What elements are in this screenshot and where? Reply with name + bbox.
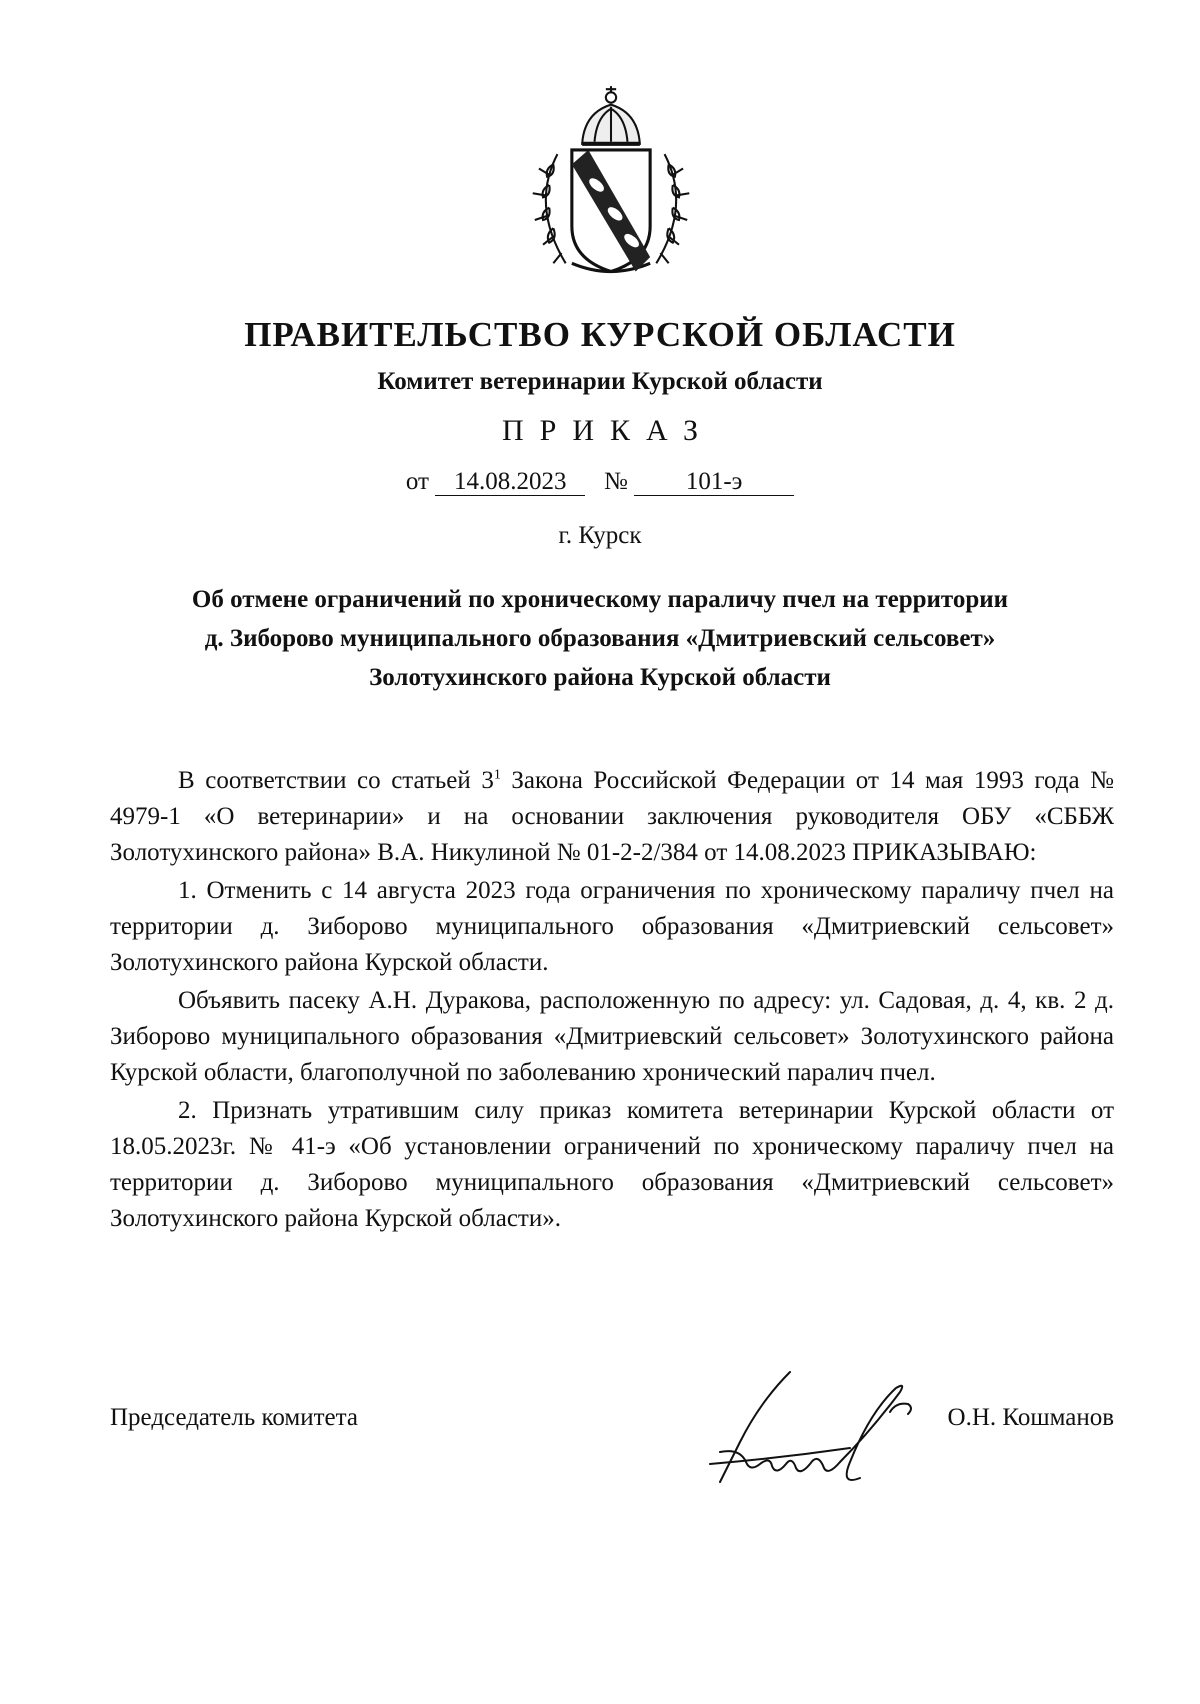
order-subject (120, 580, 1080, 697)
order-number: 101-э (634, 469, 794, 496)
order-body (110, 763, 1114, 1237)
government-title: ПРАВИТЕЛЬСТВО КУРСКОЙ ОБЛАСТИ (244, 315, 956, 354)
signatory-name: О.Н. Кошманов (947, 1404, 1114, 1431)
preamble-paragraph: В соответствии со статьей $3^1$ Закона Российской Федерации от 14 мая 1993 года № 4979-1 «О ветеринарии» и на основании заключения руководителя ОБУ «СББЖ Золотухинского района» В.А. Никулиной № 01-2-2/384 от 14.08.2023 ПРИКАЗЫВАЮ: (110, 767, 1115, 866)
date-number-line (0, 468, 1200, 496)
article-superscript: 1 (493, 767, 501, 783)
item-1-paragraph: 1. Отменить с 14 августа 2023 года ограничения по хроническому параличу пчел на территории д. Зиборово муниципального образования «Дмитриевский сельсовет» Золотухинского района Курской области. (110, 877, 1114, 976)
coat-of-arms-emblem (508, 82, 714, 288)
signatory-position: Председатель комитета (110, 1404, 358, 1431)
city: г. Курск (558, 522, 642, 549)
committee-name: Комитет ветеринарии Курской области (377, 368, 823, 395)
item-1-apiary-paragraph: Объявить пасеку А.Н. Дуракова, расположенную по адресу: ул. Садовая, д. 4, кв. 2 д. Зиборово муниципального образования «Дмитриевский сельсовет» Золотухинского района Курской области, благополучной по заболеванию хронический паралич пчел. (110, 987, 1114, 1086)
subject-line: Об отмене ограничений по хроническому параличу пчел на территории (191, 586, 1009, 613)
item-2-paragraph: 2. Признать утратившим силу приказ комитета ветеринарии Курской области от 18.05.2023г. № 41-э «Об установлении ограничений по хроническому параличу пчел на территории д. Зиборово муниципального образования «Дмитриевский сельсовет» Золотухинского района Курской области». (110, 1097, 1114, 1232)
subject-line: Золотухинского района Курской области (369, 664, 831, 691)
order-date: 14.08.2023 (435, 469, 585, 496)
number-prefix: № (604, 468, 628, 495)
document-type: ПРИКАЗ (502, 414, 714, 447)
handwritten-signature (700, 1352, 990, 1492)
date-prefix: от (405, 468, 429, 495)
subject-line: д. Зиборово муниципального образования «Дмитриевский сельсовет» (204, 625, 996, 652)
